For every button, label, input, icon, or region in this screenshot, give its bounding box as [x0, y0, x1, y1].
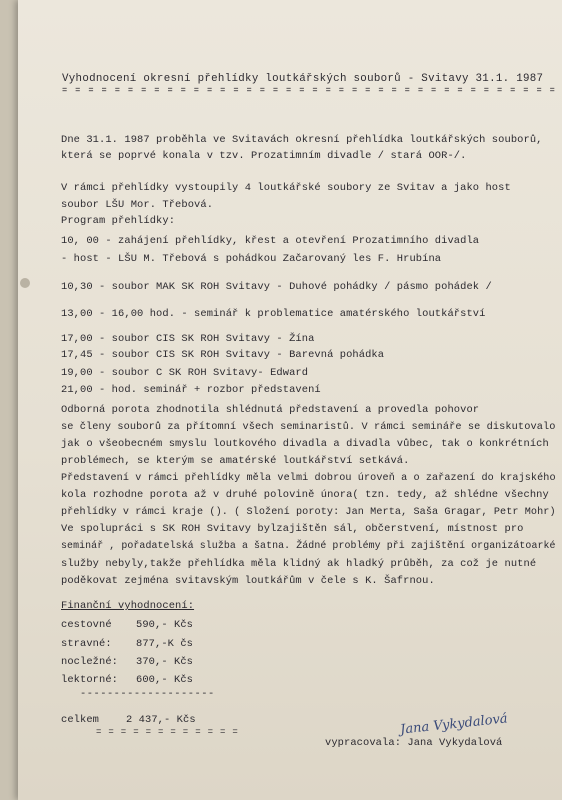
finance-row-label: nocležné:: [61, 656, 119, 668]
program-item: 19,00 - soubor C SK ROH Svitavy- Edward: [61, 367, 309, 379]
program-item: 10, 00 - zahájení přehlídky, křest a otevření Prozatimního divadla: [61, 235, 480, 247]
intro-line: Dne 31.1. 1987 proběhla ve Svitavách okresní přehlídka loutkářských souborů,: [61, 134, 543, 146]
finance-row-label: lektorné:: [61, 674, 119, 686]
title-rule: = = = = = = = = = = = = = = = = = = = = = = = = = = = = = = = = = = = = = =: [62, 86, 557, 97]
document-page: [18, 0, 562, 800]
body-paragraph-line: jak o všeobecném smyslu loutkového divadla a divadla vůbec, tak o konkrétních: [61, 438, 549, 450]
total-rule: = = = = = = = = = = = =: [96, 727, 239, 737]
document-title: Vyhodnocení okresní přehlídky loutkářských souborů - Svitavy 31.1. 1987: [62, 73, 544, 85]
body-paragraph-line: seminář , pořadatelská služba a šatna. Žádné problémy při zajištění organizátoarké: [61, 540, 556, 552]
handwritten-signature: Jana Vykydalová: [399, 711, 509, 738]
finance-rule: --------------------: [80, 688, 215, 700]
prepared-by: vypracovala: Jana Vykydalová: [325, 737, 503, 749]
finance-row-value: 370,- Kčs: [136, 656, 194, 668]
finance-heading: Finanční vyhodnocení:: [61, 600, 195, 612]
body-paragraph-line: Odborná porota zhodnotila shlédnutá představení a provedla pohovor: [61, 404, 480, 416]
program-item: 21,00 - hod. seminář + rozbor představení: [61, 384, 321, 396]
finance-row-value: 877,-K čs: [136, 638, 194, 650]
program-item: 17,45 - soubor CIS SK ROH Svitavy - Barevná pohádka: [61, 349, 385, 361]
intro-line: která se poprvé konala v tzv. Prozatimním divadle / stará OOR-/.: [61, 150, 467, 162]
body-paragraph-line: Představení v rámci přehlídky měla velmi dobrou úroveň a o zařazení do krajského: [61, 472, 556, 484]
finance-row-value: 600,- Kčs: [136, 674, 194, 686]
body-paragraph-line: se členy souborů za přítomní všech seminaristů. V rámci semináře se diskutovalo: [61, 421, 556, 433]
program-item: - host - LŠU M. Třebová s pohádkou Začarovaný les F. Hrubína: [61, 253, 442, 265]
program-item: 10,30 - soubor MAK SK ROH Svitavy - Duhové pohádky / pásmo pohádek /: [61, 281, 492, 293]
body-paragraph-line: poděkovat zejména svitavským loutkářům v čele s K. Šafrnou.: [61, 575, 435, 587]
total-value: 2 437,- Kčs: [126, 714, 196, 726]
body-paragraph-line: problémech, se kterým se amatérské loutkářství setkává.: [61, 455, 410, 467]
finance-row-label: stravné:: [61, 638, 112, 650]
total-label: celkem: [61, 714, 100, 726]
body-paragraph-line: přehlídky v rámci kraje (). ( Složení poroty: Jan Merta, Saša Gragar, Petr Mohr): [61, 506, 556, 518]
program-item: 13,00 - 16,00 hod. - seminář k problematice amatérského loutkářství: [61, 308, 486, 320]
punch-hole: [20, 278, 30, 288]
program-item: 17,00 - soubor CIS SK ROH Svitavy - Žína: [61, 333, 315, 345]
body-paragraph-line: kola rozhodne porota až v druhé polovině února( tzn. tedy, až shlédne všechny: [61, 489, 549, 501]
participants-line: soubor LŠU Mor. Třebová.: [61, 199, 214, 211]
body-paragraph-line: Ve spolupráci s SK ROH Svitavy bylzajištěn sál, občerstvení, místnost pro: [61, 523, 524, 535]
body-paragraph-line: služby nebyly,takže přehlídka měla klidný ak hladký průběh, za což je nutné: [61, 558, 537, 570]
participants-line: V rámci přehlídky vystoupily 4 loutkářské soubory ze Svitav a jako host: [61, 182, 511, 194]
program-heading: Program přehlídky:: [61, 215, 176, 227]
finance-row-label: cestovné: [61, 619, 112, 631]
finance-row-value: 590,- Kčs: [136, 619, 194, 631]
